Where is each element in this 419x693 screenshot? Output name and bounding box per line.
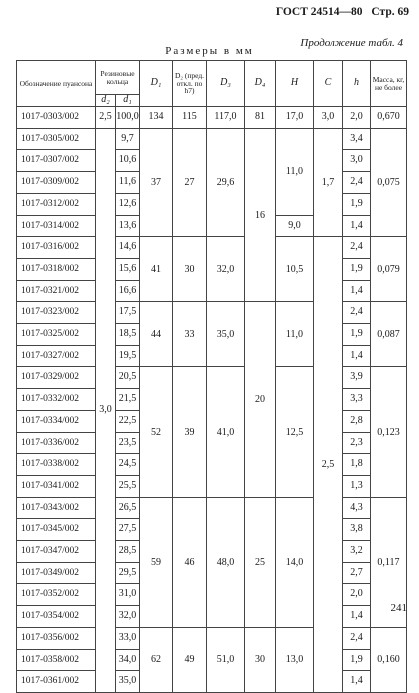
standard-code: ГОСТ 24514—80 [275,6,363,18]
table-row [17,367,407,389]
designation-cell: 1017-0321/002 [17,280,96,302]
h-cell: 1,8 [343,454,371,476]
table-row [17,627,407,649]
designation-cell: 1017-0341/002 [17,475,96,497]
H-cell: 11,0 [276,302,314,367]
col-C: C [314,61,343,107]
designation-cell: 1017-0303/002 [17,107,96,129]
d1-cell: 35,0 [116,671,140,693]
d1-cell: 32,0 [116,606,140,628]
table-row [17,237,407,259]
designation-cell: 1017-0347/002 [17,541,96,563]
D2-cell: 115 [173,107,207,129]
d1-cell: 19,5 [116,345,140,367]
col-h: h [343,61,371,107]
H-cell: 17,0 [276,107,314,129]
mass-cell: 0,117 [371,497,407,627]
h-cell: 1,4 [343,345,371,367]
units-caption: Размеры в мм [165,45,254,57]
designation-cell: 1017-0318/002 [17,258,96,280]
designation-cell: 1017-0305/002 [17,128,96,150]
d1-cell: 17,5 [116,302,140,324]
d1-cell: 12,6 [116,193,140,215]
d1-cell: 23,5 [116,432,140,454]
table-row [17,107,407,129]
d1-cell: 25,5 [116,475,140,497]
designation-cell: 1017-0329/002 [17,367,96,389]
designation-cell: 1017-0312/002 [17,193,96,215]
D3-cell: 35,0 [207,302,245,367]
col-H: H [276,61,314,107]
designation-cell: 1017-0309/002 [17,172,96,194]
d1-cell: 16,6 [116,280,140,302]
h-cell: 1,9 [343,324,371,346]
d1-cell: 28,5 [116,541,140,563]
table-row [17,128,407,150]
h-cell: 2,7 [343,562,371,584]
D1-cell: 62 [140,627,173,692]
d1-cell: 29,5 [116,562,140,584]
designation-cell: 1017-0349/002 [17,562,96,584]
designation-cell: 1017-0314/002 [17,215,96,237]
designation-cell: 1017-0338/002 [17,454,96,476]
H-cell: 9,0 [276,215,314,237]
d1-cell: 13,6 [116,215,140,237]
mass-cell: 0,670 [371,107,407,129]
designation-cell: 1017-0358/002 [17,649,96,671]
D1-cell: 52 [140,367,173,497]
H-cell: 11,0 [276,128,314,215]
d1-cell: 100,0 [116,107,140,129]
h-cell: 2,4 [343,172,371,194]
h-cell: 2,0 [343,107,371,129]
h-cell: 3,8 [343,519,371,541]
C-cell: 1,7 [314,128,343,237]
page-header [270,6,409,18]
D4-cell: 81 [245,107,276,129]
d1-cell: 18,5 [116,324,140,346]
h-cell: 4,3 [343,497,371,519]
col-D1: D₁ [140,61,173,107]
d1-cell: 34,0 [116,649,140,671]
h-cell: 1,4 [343,671,371,693]
d1-cell: 33,0 [116,627,140,649]
H-cell: 13,0 [276,627,314,692]
d1-cell: 24,5 [116,454,140,476]
D1-cell: 41 [140,237,173,302]
h-cell: 2,4 [343,627,371,649]
H-cell: 10,5 [276,237,314,302]
D1-cell: 134 [140,107,173,129]
dimensions-table [16,60,407,693]
D4-cell: 16 [245,128,276,302]
d1-cell: 20,5 [116,367,140,389]
h-cell: 1,9 [343,193,371,215]
D1-cell: 44 [140,302,173,367]
C-cell: 3,0 [314,107,343,129]
h-cell: 3,4 [343,128,371,150]
h-cell: 1,9 [343,649,371,671]
page-number: 241 [390,602,407,614]
D3-cell: 32,0 [207,237,245,302]
d1-cell: 26,5 [116,497,140,519]
D3-cell: 29,6 [207,128,245,237]
col-D4: D₄ [245,61,276,107]
D2-cell: 30 [173,237,207,302]
h-cell: 1,9 [343,258,371,280]
D2-cell: 27 [173,128,207,237]
D4-cell: 30 [245,627,276,692]
D1-cell: 37 [140,128,173,237]
designation-cell: 1017-0354/002 [17,606,96,628]
designation-cell: 1017-0316/002 [17,237,96,259]
h-cell: 1,4 [343,215,371,237]
D3-cell: 48,0 [207,497,245,627]
designation-cell: 1017-0307/002 [17,150,96,172]
mass-cell: 0,075 [371,128,407,237]
h-cell: 1,4 [343,280,371,302]
designation-cell: 1017-0336/002 [17,432,96,454]
col-designation: Обозначение пуансона [17,61,96,107]
designation-cell: 1017-0332/002 [17,389,96,411]
D3-cell: 41,0 [207,367,245,497]
table-row [17,497,407,519]
D2-cell: 46 [173,497,207,627]
D3-cell: 117,0 [207,107,245,129]
d1-cell: 15,6 [116,258,140,280]
h-cell: 2,8 [343,410,371,432]
designation-cell: 1017-0334/002 [17,410,96,432]
h-cell: 1,3 [343,475,371,497]
D3-cell: 51,0 [207,627,245,692]
h-cell: 3,2 [343,541,371,563]
d2-cell: 2,5 [96,107,116,129]
H-cell: 14,0 [276,497,314,627]
h-cell: 3,9 [343,367,371,389]
designation-cell: 1017-0327/002 [17,345,96,367]
d2-cell: 3,0 [96,128,116,692]
designation-cell: 1017-0323/002 [17,302,96,324]
d1-cell: 9,7 [116,128,140,150]
D4-cell: 20 [245,302,276,497]
designation-cell: 1017-0352/002 [17,584,96,606]
d1-cell: 11,6 [116,172,140,194]
H-cell: 12,5 [276,367,314,497]
designation-cell: 1017-0361/002 [17,671,96,693]
table-row [17,302,407,324]
h-cell: 3,0 [343,150,371,172]
designation-cell: 1017-0345/002 [17,519,96,541]
h-cell: 2,0 [343,584,371,606]
d1-cell: 14,6 [116,237,140,259]
d1-cell: 10,6 [116,150,140,172]
mass-cell: 0,160 [371,627,407,692]
col-d1: d₁ [116,95,140,107]
col-mass: Масса, кг, не более [371,61,407,107]
designation-cell: 1017-0343/002 [17,497,96,519]
h-cell: 1,4 [343,606,371,628]
D2-cell: 33 [173,302,207,367]
D2-cell: 49 [173,627,207,692]
mass-cell: 0,079 [371,237,407,302]
col-d2: d₂ [96,95,116,107]
col-D2: D₂ (пред. откл. по h7) [173,61,207,107]
C-cell: 2,5 [314,237,343,693]
designation-cell: 1017-0325/002 [17,324,96,346]
mass-cell: 0,087 [371,302,407,367]
table-continuation-caption: Продолжение табл. 4 [300,37,403,49]
h-cell: 2,4 [343,237,371,259]
h-cell: 2,3 [343,432,371,454]
D1-cell: 59 [140,497,173,627]
d1-cell: 21,5 [116,389,140,411]
d1-cell: 31,0 [116,584,140,606]
page-label: Стр. 69 [371,6,409,18]
D4-cell: 25 [245,497,276,627]
d1-cell: 22,5 [116,410,140,432]
col-rings: Резиновые кольца [96,61,140,95]
col-D3: D₃ [207,61,245,107]
h-cell: 3,3 [343,389,371,411]
D2-cell: 39 [173,367,207,497]
d1-cell: 27,5 [116,519,140,541]
mass-cell: 0,123 [371,367,407,497]
h-cell: 2,4 [343,302,371,324]
designation-cell: 1017-0356/002 [17,627,96,649]
